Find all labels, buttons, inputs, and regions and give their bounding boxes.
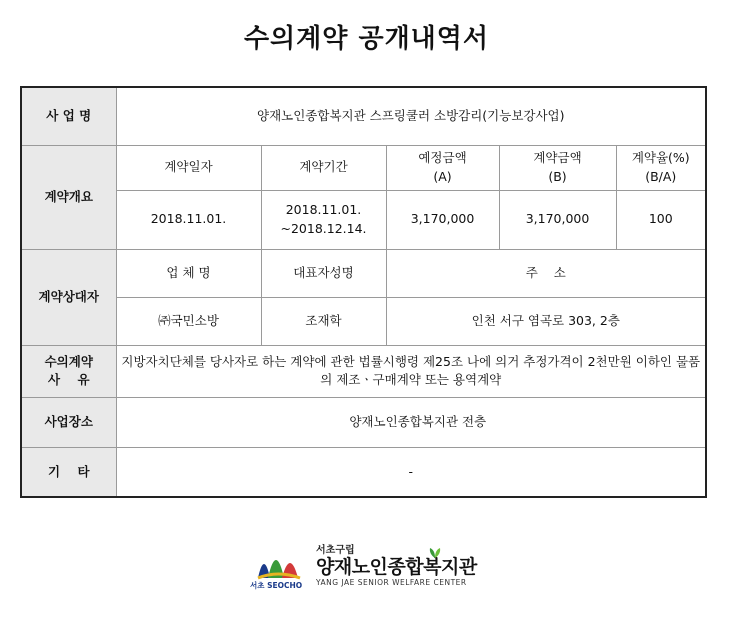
logo-english-text: YANG JAE SENIOR WELFARE CENTER — [316, 578, 467, 587]
estimated-amount-value: 3,170,000 — [386, 190, 499, 249]
reason-row — [21, 345, 706, 397]
etc-row — [21, 447, 706, 497]
contract-summary-value-row — [21, 190, 706, 249]
estimated-amount-header-text: 예정금액 — [418, 150, 467, 166]
company-name-value: ㈜국민소방 — [116, 297, 261, 345]
contract-period-value — [261, 190, 386, 249]
contract-summary-header-row — [21, 145, 706, 190]
logo-main-text: 양재노인종합복지관 — [316, 556, 477, 578]
business-name-value: 양재노인종합복지관 스프링쿨러 소방감리(기능보강사업) — [116, 87, 706, 145]
etc-value: - — [116, 447, 706, 497]
business-name-label: 사 업 명 — [21, 87, 116, 145]
representative-header: 대표자성명 — [261, 249, 386, 297]
contract-amount-header-sub: (B) — [548, 168, 567, 184]
contract-disclosure-table — [20, 86, 707, 498]
reason-label-line1: 수의계약 — [44, 353, 93, 369]
logo-small-text: 서초구립 — [316, 545, 355, 556]
contract-rate-header — [616, 145, 706, 190]
company-name-header: 업 체 명 — [116, 249, 261, 297]
contract-summary-label: 계약개요 — [21, 145, 116, 249]
representative-value: 조재학 — [261, 297, 386, 345]
counterparty-value-row — [21, 297, 706, 345]
contract-amount-value: 3,170,000 — [499, 190, 616, 249]
contract-period-start: 2018.11.01. — [285, 202, 362, 218]
location-row — [21, 397, 706, 447]
contract-period-header: 계약기간 — [261, 145, 386, 190]
page-title: 수의계약 공개내역서 — [243, 24, 490, 54]
leaf-icon — [428, 546, 442, 558]
reason-value: 지방자치단체를 당사자로 하는 계약에 관한 법률시행령 제25조 나에 의거 추정가격이 2천만원 이하인 물품의 제조ㆍ구매계약 또는 용역계약 — [116, 345, 706, 397]
contract-rate-header-sub: (B/A) — [645, 168, 677, 184]
contract-rate-header-text: 계약율(%) — [631, 150, 690, 166]
business-name-row — [21, 87, 706, 145]
reason-label-line2: 사 유 — [47, 372, 90, 387]
address-value: 인천 서구 염곡로 303, 2층 — [386, 297, 706, 345]
contract-date-value: 2018.11.01. — [116, 190, 261, 249]
contract-rate-value: 100 — [616, 190, 706, 249]
counterparty-label: 계약상대자 — [21, 249, 116, 345]
welfare-center-logo — [250, 540, 480, 592]
reason-label — [21, 345, 116, 397]
location-label: 사업장소 — [21, 397, 116, 447]
address-header: 주 소 — [386, 249, 706, 297]
contract-amount-header — [499, 145, 616, 190]
logo-district-text: 서초 SEOCHO — [250, 581, 303, 590]
etc-label: 기 타 — [21, 447, 116, 497]
contract-period-end: ~2018.12.14. — [280, 220, 367, 236]
contract-date-header: 계약일자 — [116, 145, 261, 190]
estimated-amount-header-sub: (A) — [433, 168, 452, 184]
counterparty-header-row — [21, 249, 706, 297]
estimated-amount-header — [386, 145, 499, 190]
location-value: 양재노인종합복지관 전층 — [116, 397, 706, 447]
contract-amount-header-text: 계약금액 — [533, 150, 582, 166]
